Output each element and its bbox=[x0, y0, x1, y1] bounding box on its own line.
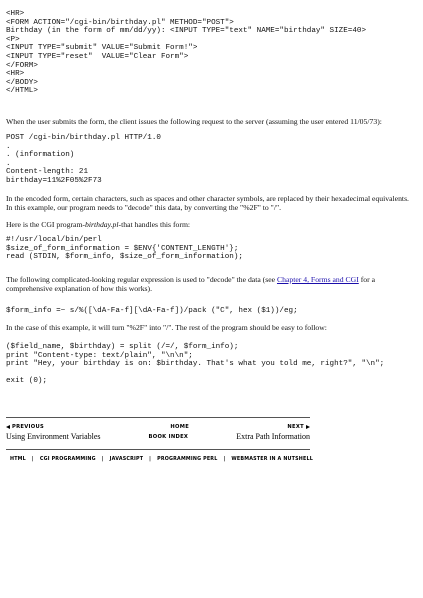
perl-read-code: #!/usr/local/bin/perl $size_of_form_information = $ENV{'CONTENT_LENGTH'}; read (STDIN, $form_info, $size_of_form_information); bbox=[6, 236, 243, 262]
cgi-intro-suffix: -that handles this form: bbox=[118, 220, 191, 229]
footer-link-perl[interactable]: PROGRAMMING PERL bbox=[157, 457, 218, 462]
chapter4-link[interactable]: Chapter 4, Forms and CGI bbox=[276, 275, 359, 284]
nav-top-rule bbox=[6, 417, 310, 418]
regex-suffix: for a comprehensive explanation of how this works). bbox=[6, 275, 375, 294]
previous-label: PREVIOUS bbox=[12, 424, 45, 430]
nav-buttons-row bbox=[6, 424, 310, 430]
perl-rest-code: ($field_name, $birthday) = split (/=/, $form_info); print "Content-type: text/plain", "\n\n"; print "Hey, your birthday is on: $birthday. That's what you told me, right?", "\n"; exit (0); bbox=[6, 343, 385, 386]
next-button[interactable] bbox=[287, 424, 310, 430]
html-form-code: <HR> <FORM ACTION="/cgi-bin/birthday.pl" METHOD="POST"> Birthday (in the form of mm/dd/yy): <INPUT TYPE="text" NAME="birthday" SIZE=40> <P> <INPUT TYPE="submit" VALUE="Submit Form!"> <INPUT TYPE="reset" VALUE="Clear Form"> </FORM> <HR> </BODY> </HTML> bbox=[6, 10, 367, 96]
footer-link-cgi[interactable]: CGI PROGRAMMING bbox=[39, 457, 96, 462]
footer-link-html[interactable]: HTML bbox=[10, 457, 26, 462]
paragraph-case: In the case of this example, it will turn "%2F" into "/". The rest of the program should be easy to follow: bbox=[6, 323, 327, 332]
next-title: Extra Path Information bbox=[236, 432, 310, 441]
footer-separator: | bbox=[223, 457, 226, 462]
nav-titles-row bbox=[6, 432, 310, 441]
footer-separator: | bbox=[101, 457, 104, 462]
nav-table bbox=[6, 424, 310, 441]
regex-prefix: The following complicated-looking regular expression is used to "decode" the data (see bbox=[6, 275, 277, 284]
footer-separator: | bbox=[31, 457, 34, 462]
footer-links bbox=[10, 457, 316, 462]
cgi-intro-prefix: Here is the CGI program- bbox=[6, 220, 85, 229]
arrow-left-icon bbox=[6, 425, 10, 429]
cgi-filename: birthday.pl bbox=[85, 220, 119, 229]
paragraph-submit: When the user submits the form, the client issues the following request to the server (assuming the user entered 11/05/73): bbox=[6, 117, 382, 126]
paragraph-regex bbox=[6, 275, 416, 294]
http-request-code: POST /cgi-bin/birthday.pl HTTP/1.0 . . (information) . Content-length: 21 birthday=11%2F05%2F73 bbox=[6, 134, 161, 185]
paragraph-encoded: In the encoded form, certain characters, such as spaces and other character symbols, are replaced by their hexadecimal equivalents. In this example, our program needs to "decode" this data, by converting the "%2F" to "/". bbox=[6, 194, 409, 213]
paragraph-cgi-intro bbox=[6, 220, 416, 229]
nav-bottom-rule bbox=[6, 449, 310, 450]
footer-link-webmaster[interactable]: WEBMASTER IN A NUTSHELL bbox=[231, 457, 313, 462]
book-index-button[interactable]: BOOK INDEX bbox=[148, 434, 189, 440]
regex-code: $form_info =~ s/%([\dA-Fa-f][\dA-Fa-f])/pack ("C", hex ($1))/eg; bbox=[6, 307, 298, 315]
next-label: NEXT bbox=[287, 424, 304, 430]
previous-title: Using Environment Variables bbox=[6, 432, 101, 441]
footer-link-javascript[interactable]: JAVASCRIPT bbox=[109, 457, 144, 462]
footer-separator: | bbox=[149, 457, 152, 462]
previous-button[interactable] bbox=[6, 424, 44, 430]
home-button[interactable]: HOME bbox=[170, 424, 190, 430]
arrow-right-icon bbox=[306, 425, 310, 429]
